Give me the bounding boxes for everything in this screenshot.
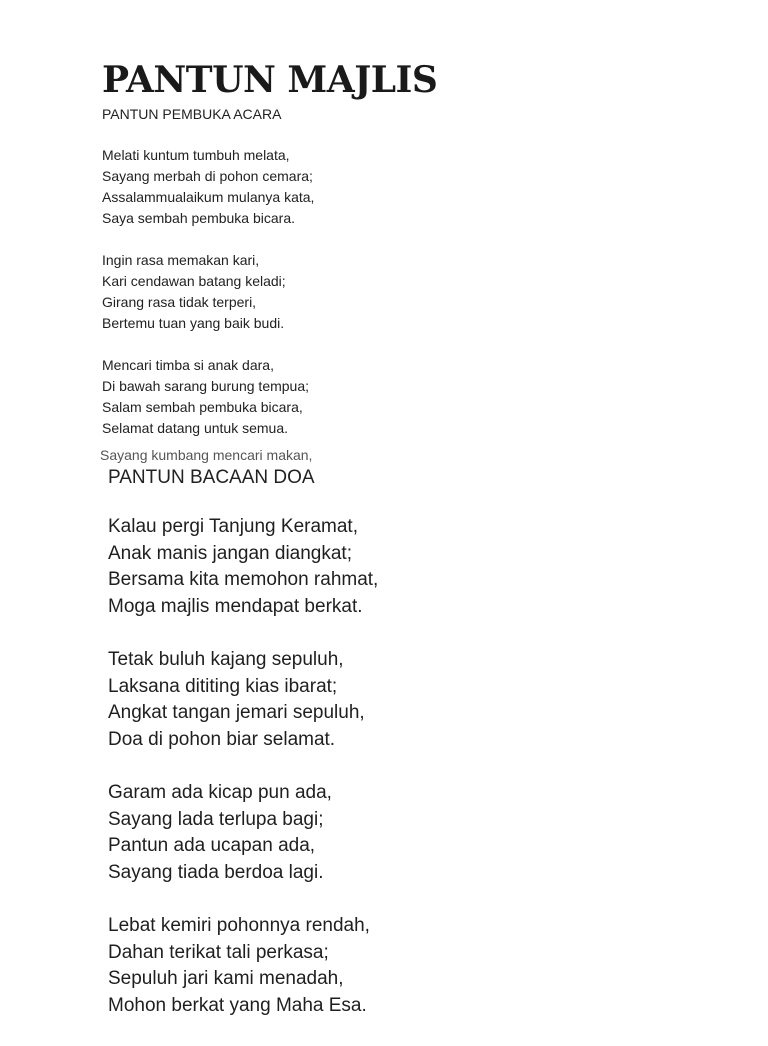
verse-line: Anak manis jangan diangkat; <box>108 542 352 564</box>
verse-line: Laksana dititing kias ibarat; <box>108 675 338 697</box>
verse-line: Dahan terikat tali perkasa; <box>108 941 329 963</box>
stanza <box>108 514 378 620</box>
verse-line: Moga majlis mendapat berkat. <box>108 595 363 617</box>
verse-line: Angkat tangan jemari sepuluh, <box>108 702 365 723</box>
verse-line: Bertemu tuan yang baik budi. <box>102 315 285 331</box>
verse-line: Sepuluh jari kami menadah, <box>108 968 344 989</box>
stanza <box>108 913 378 1019</box>
verse-line: Tetak buluh kajang sepuluh, <box>108 649 344 670</box>
stanza <box>108 780 378 886</box>
section-heading-pembuka-acara: PANTUN PEMBUKA ACARA <box>102 106 282 122</box>
verse-line: Garam ada kicap pun ada, <box>108 782 332 803</box>
verse-line: Mohon berkat yang Maha Esa. <box>108 994 367 1016</box>
verse-line: Melati kuntum tumbuh melata, <box>102 147 290 163</box>
verse-line: Doa di pohon biar selamat. <box>108 728 336 750</box>
verse-line: Di bawah sarang burung tempua; <box>102 378 310 394</box>
verse-line: Selamat datang untuk semua. <box>102 420 289 436</box>
stanza <box>108 647 378 753</box>
verse-line: Mencari timba si anak dara, <box>102 357 274 373</box>
verse-line: Assalammualaikum mulanya kata, <box>102 189 315 205</box>
bacaan-doa-stanzas <box>108 514 378 1046</box>
verse-line: Salam sembah pembuka bicara, <box>102 399 303 415</box>
pembuka-acara-stanzas <box>102 145 314 460</box>
verse-line: Girang rasa tidak terperi, <box>102 294 257 310</box>
section-heading-bacaan-doa: PANTUN BACAAN DOA <box>108 467 315 488</box>
verse-line: Lebat kemiri pohonnya rendah, <box>108 915 370 936</box>
document-title: PANTUN MAJLIS <box>102 59 438 101</box>
verse-line: Kalau pergi Tanjung Keramat, <box>108 516 358 537</box>
verse-line: Pantun ada ucapan ada, <box>108 835 316 856</box>
verse-line: Sayang merbah di pohon cemara; <box>102 168 313 184</box>
verse-line: Bersama kita memohon rahmat, <box>108 569 379 590</box>
verse-line: Kari cendawan batang keladi; <box>102 273 286 289</box>
stanza <box>102 355 314 439</box>
cut-off-verse-line <box>100 446 380 463</box>
verse-line: Saya sembah pembuka bicara. <box>102 210 295 226</box>
stanza <box>102 250 314 334</box>
stanza <box>102 145 314 229</box>
verse-line: Sayang lada terlupa bagi; <box>108 808 324 830</box>
cut-off-text: Sayang kumbang mencari makan, <box>100 447 313 463</box>
verse-line: Ingin rasa memakan kari, <box>102 252 260 268</box>
verse-line: Sayang tiada berdoa lagi. <box>108 861 324 883</box>
